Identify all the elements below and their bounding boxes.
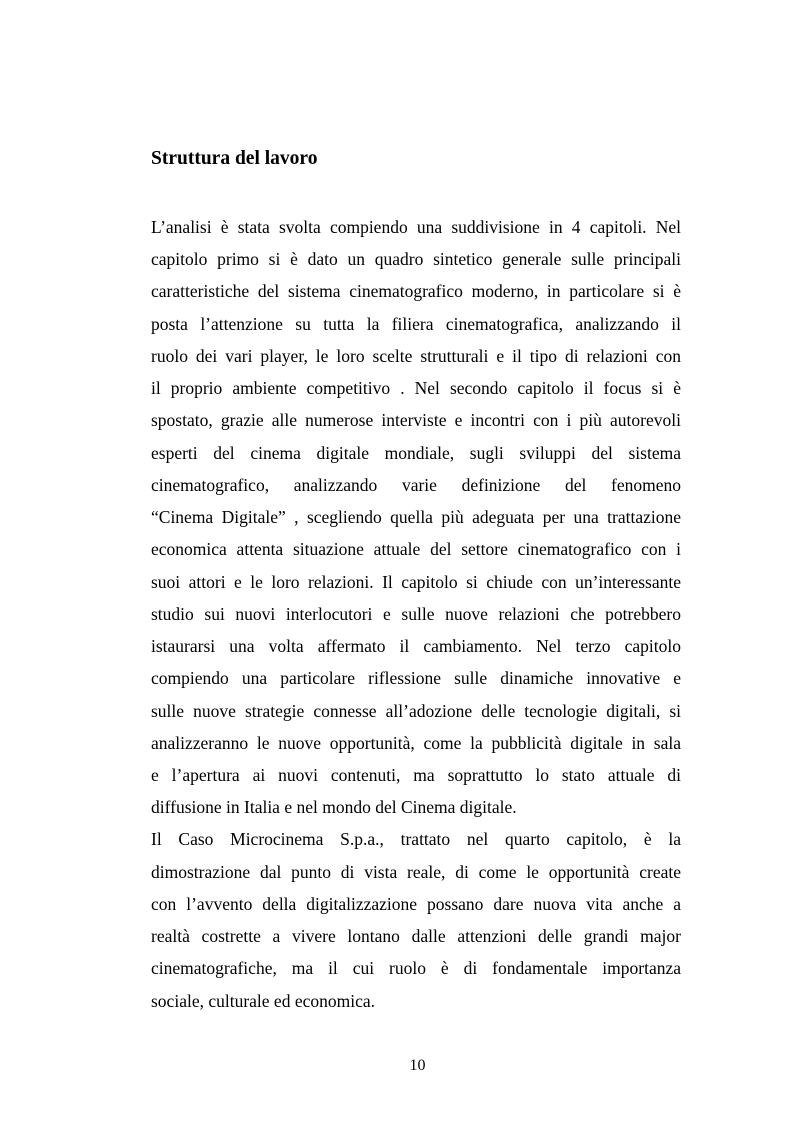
body-text-line: capitolo primo si è dato un quadro sintetico generale sulle principali [151,249,681,269]
body-text-line: caratteristiche del sistema cinematografico moderno, in particolare si è [151,281,681,301]
body-text-line: diffusione in Italia e nel mondo del Cinema digitale. [151,797,517,817]
body-text-line: sulle nuove strategie connesse all’adozione delle tecnologie digitali, si [151,701,681,721]
body-text-line: realtà costrette a vivere lontano dalle attenzioni delle grandi major [151,926,681,946]
section-heading: Struttura del lavoro [151,148,318,169]
body-text-line: con l’avvento della digitalizzazione possano dare nuova vita anche a [151,894,681,914]
body-text-line: economica attenta situazione attuale del settore cinematografico con i [151,539,681,559]
body-text-line: dimostrazione dal punto di vista reale, di come le opportunità create [151,862,681,882]
body-text-line: cinematografico, analizzando varie definizione del fenomeno [151,475,681,495]
body-text-line: ruolo dei vari player, le loro scelte strutturali e il tipo di relazioni con [151,346,681,366]
body-text-line: istaurarsi una volta affermato il cambiamento. Nel terzo capitolo [151,636,681,656]
body-text-line: cinematografiche, ma il cui ruolo è di fondamentale importanza [151,958,681,978]
body-text-line: analizzeranno le nuove opportunità, come la pubblicità digitale in sala [151,733,681,753]
body-text-line: compiendo una particolare riflessione sulle dinamiche innovative e [151,668,681,688]
body-text-line: “Cinema Digitale” , scegliendo quella più adeguata per una trattazione [151,507,681,527]
body-text-line: esperti del cinema digitale mondiale, sugli sviluppi del sistema [151,443,681,463]
body-text-line: suoi attori e le loro relazioni. Il capitolo si chiude con un’interessante [151,572,681,592]
page-number: 10 [409,1057,426,1074]
body-text-line: studio sui nuovi interlocutori e sulle nuove relazioni che potrebbero [151,604,681,624]
body-text-line: spostato, grazie alle numerose interviste e incontri con i più autorevoli [151,410,681,430]
body-text-line: sociale, culturale ed economica. [151,991,375,1011]
body-text-line: e l’apertura ai nuovi contenuti, ma soprattutto lo stato attuale di [151,765,681,785]
body-text-line: Il Caso Microcinema S.p.a., trattato nel quarto capitolo, è la [151,829,681,849]
body-text-line: il proprio ambiente competitivo . Nel secondo capitolo il focus si è [151,378,681,398]
body-text-line: L’analisi è stata svolta compiendo una suddivisione in 4 capitoli. Nel [151,217,681,237]
body-text-line: posta l’attenzione su tutta la filiera cinematografica, analizzando il [151,314,681,334]
